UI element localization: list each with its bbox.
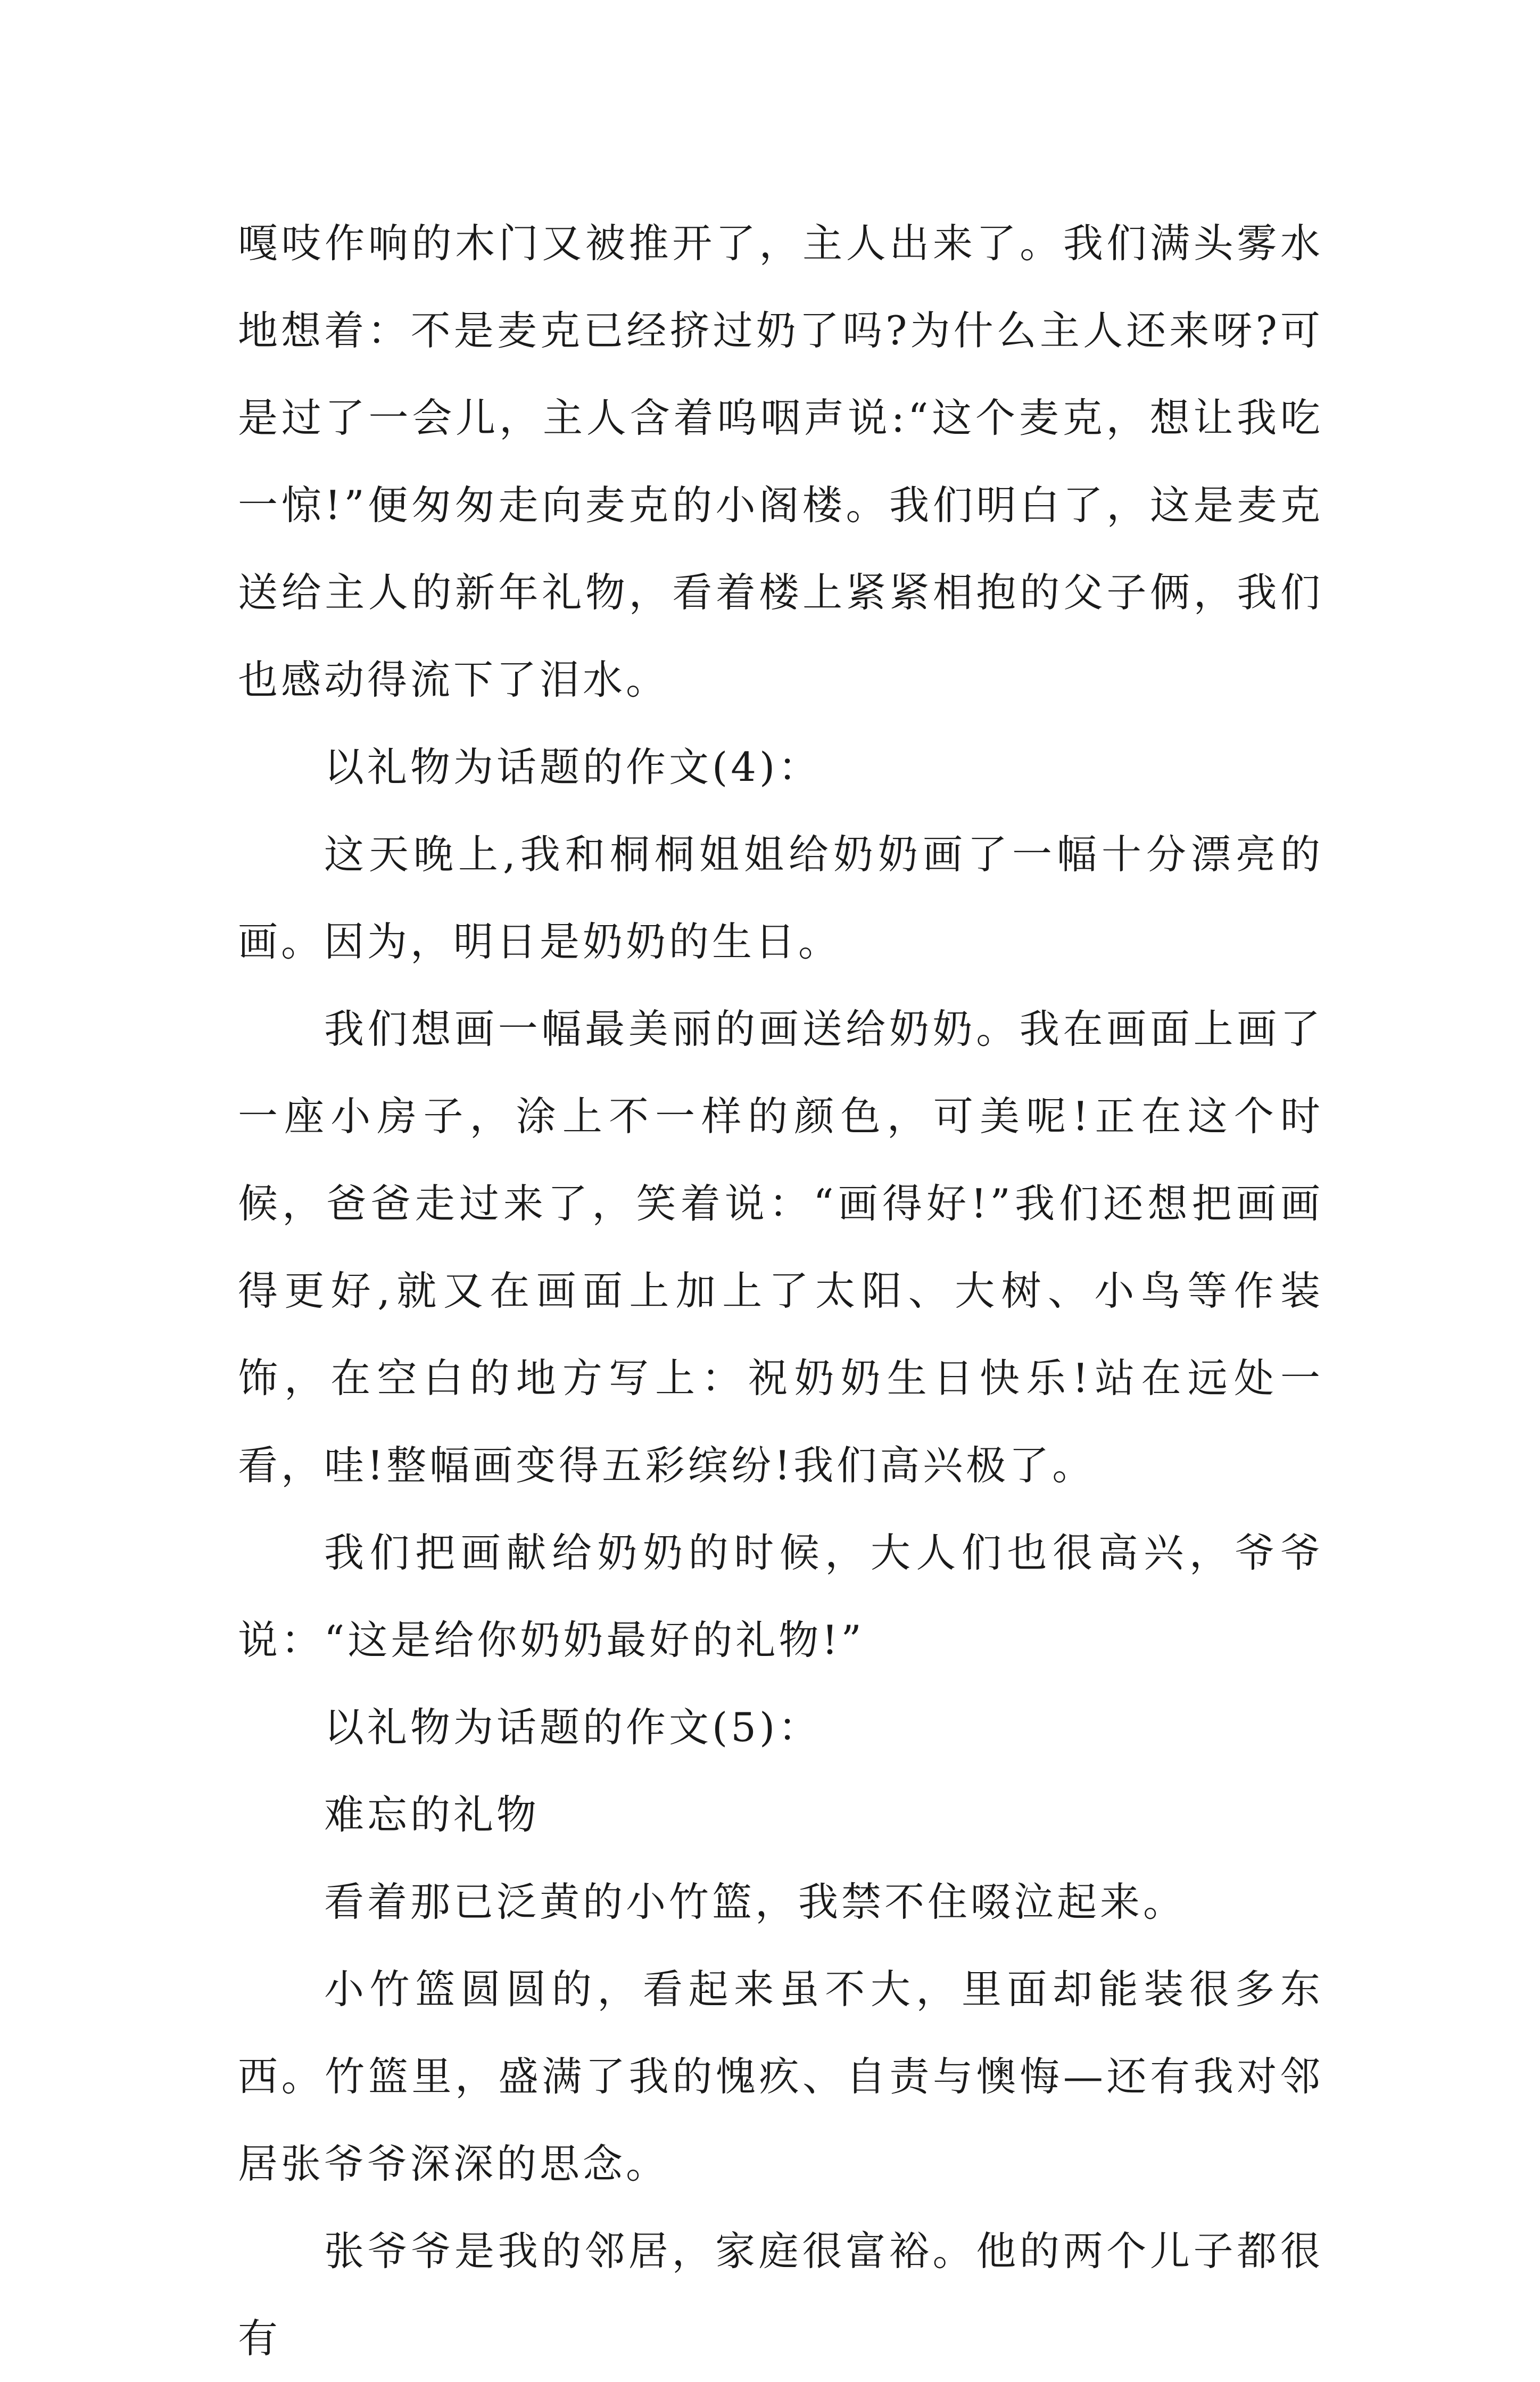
paragraph: 张爷爷是我的邻居，家庭很富裕。他的两个儿子都很有 [238,2228,1323,2362]
essay-title: 难忘的礼物 [324,1791,540,1838]
paragraph: 看着那已泛黄的小竹篮，我禁不住啜泣起来。 [324,1878,1187,1925]
paragraph: 这天晚上,我和桐桐姐姐给奶奶画了一幅十分漂亮的画。因为，明日是奶奶的生日。 [238,831,1323,965]
document-body [238,200,1323,2382]
paragraph: 我们想画一幅最美丽的画送给奶奶。我在画面上画了一座小房子，涂上不一样的颜色，可美呢!正在这个时候，爸爸走过来了，笑着说：“画得好!”我们还想把画画得更好,就又在画面上加上了太阳、大树、小鸟等作装饰，在空白的地方写上：祝奶奶生日快乐!站在远处一看，哇!整幅画变得五彩缤纷!我们高兴极了。 [238,1005,1323,1489]
heading-essay-4: 以礼物为话题的作文(4)： [324,744,822,790]
heading-essay-5: 以礼物为话题的作文(5)： [324,1704,822,1751]
paragraph: 我们把画献给奶奶的时候，大人们也很高兴，爷爷说：“这是给你奶奶最好的礼物!” [238,1529,1323,1663]
paragraph: 小竹篮圆圆的，看起来虽不大，里面却能装很多东西。竹篮里，盛满了我的愧疚、自责与懊悔—还有我对邻居张爷爷深深的思念。 [238,1966,1323,2187]
paragraph-story-ending: 嘎吱作响的木门又被推开了，主人出来了。我们满头雾水地想着：不是麦克已经挤过奶了吗?为什么主人还来呀?可是过了一会儿，主人含着呜咽声说:“这个麦克，想让我吃一惊!”便匆匆走向麦克的小阁楼。我们明白了，这是麦克送给主人的新年礼物，看着楼上紧紧相抱的父子俩，我们也感动得流下了泪水。 [238,220,1323,703]
